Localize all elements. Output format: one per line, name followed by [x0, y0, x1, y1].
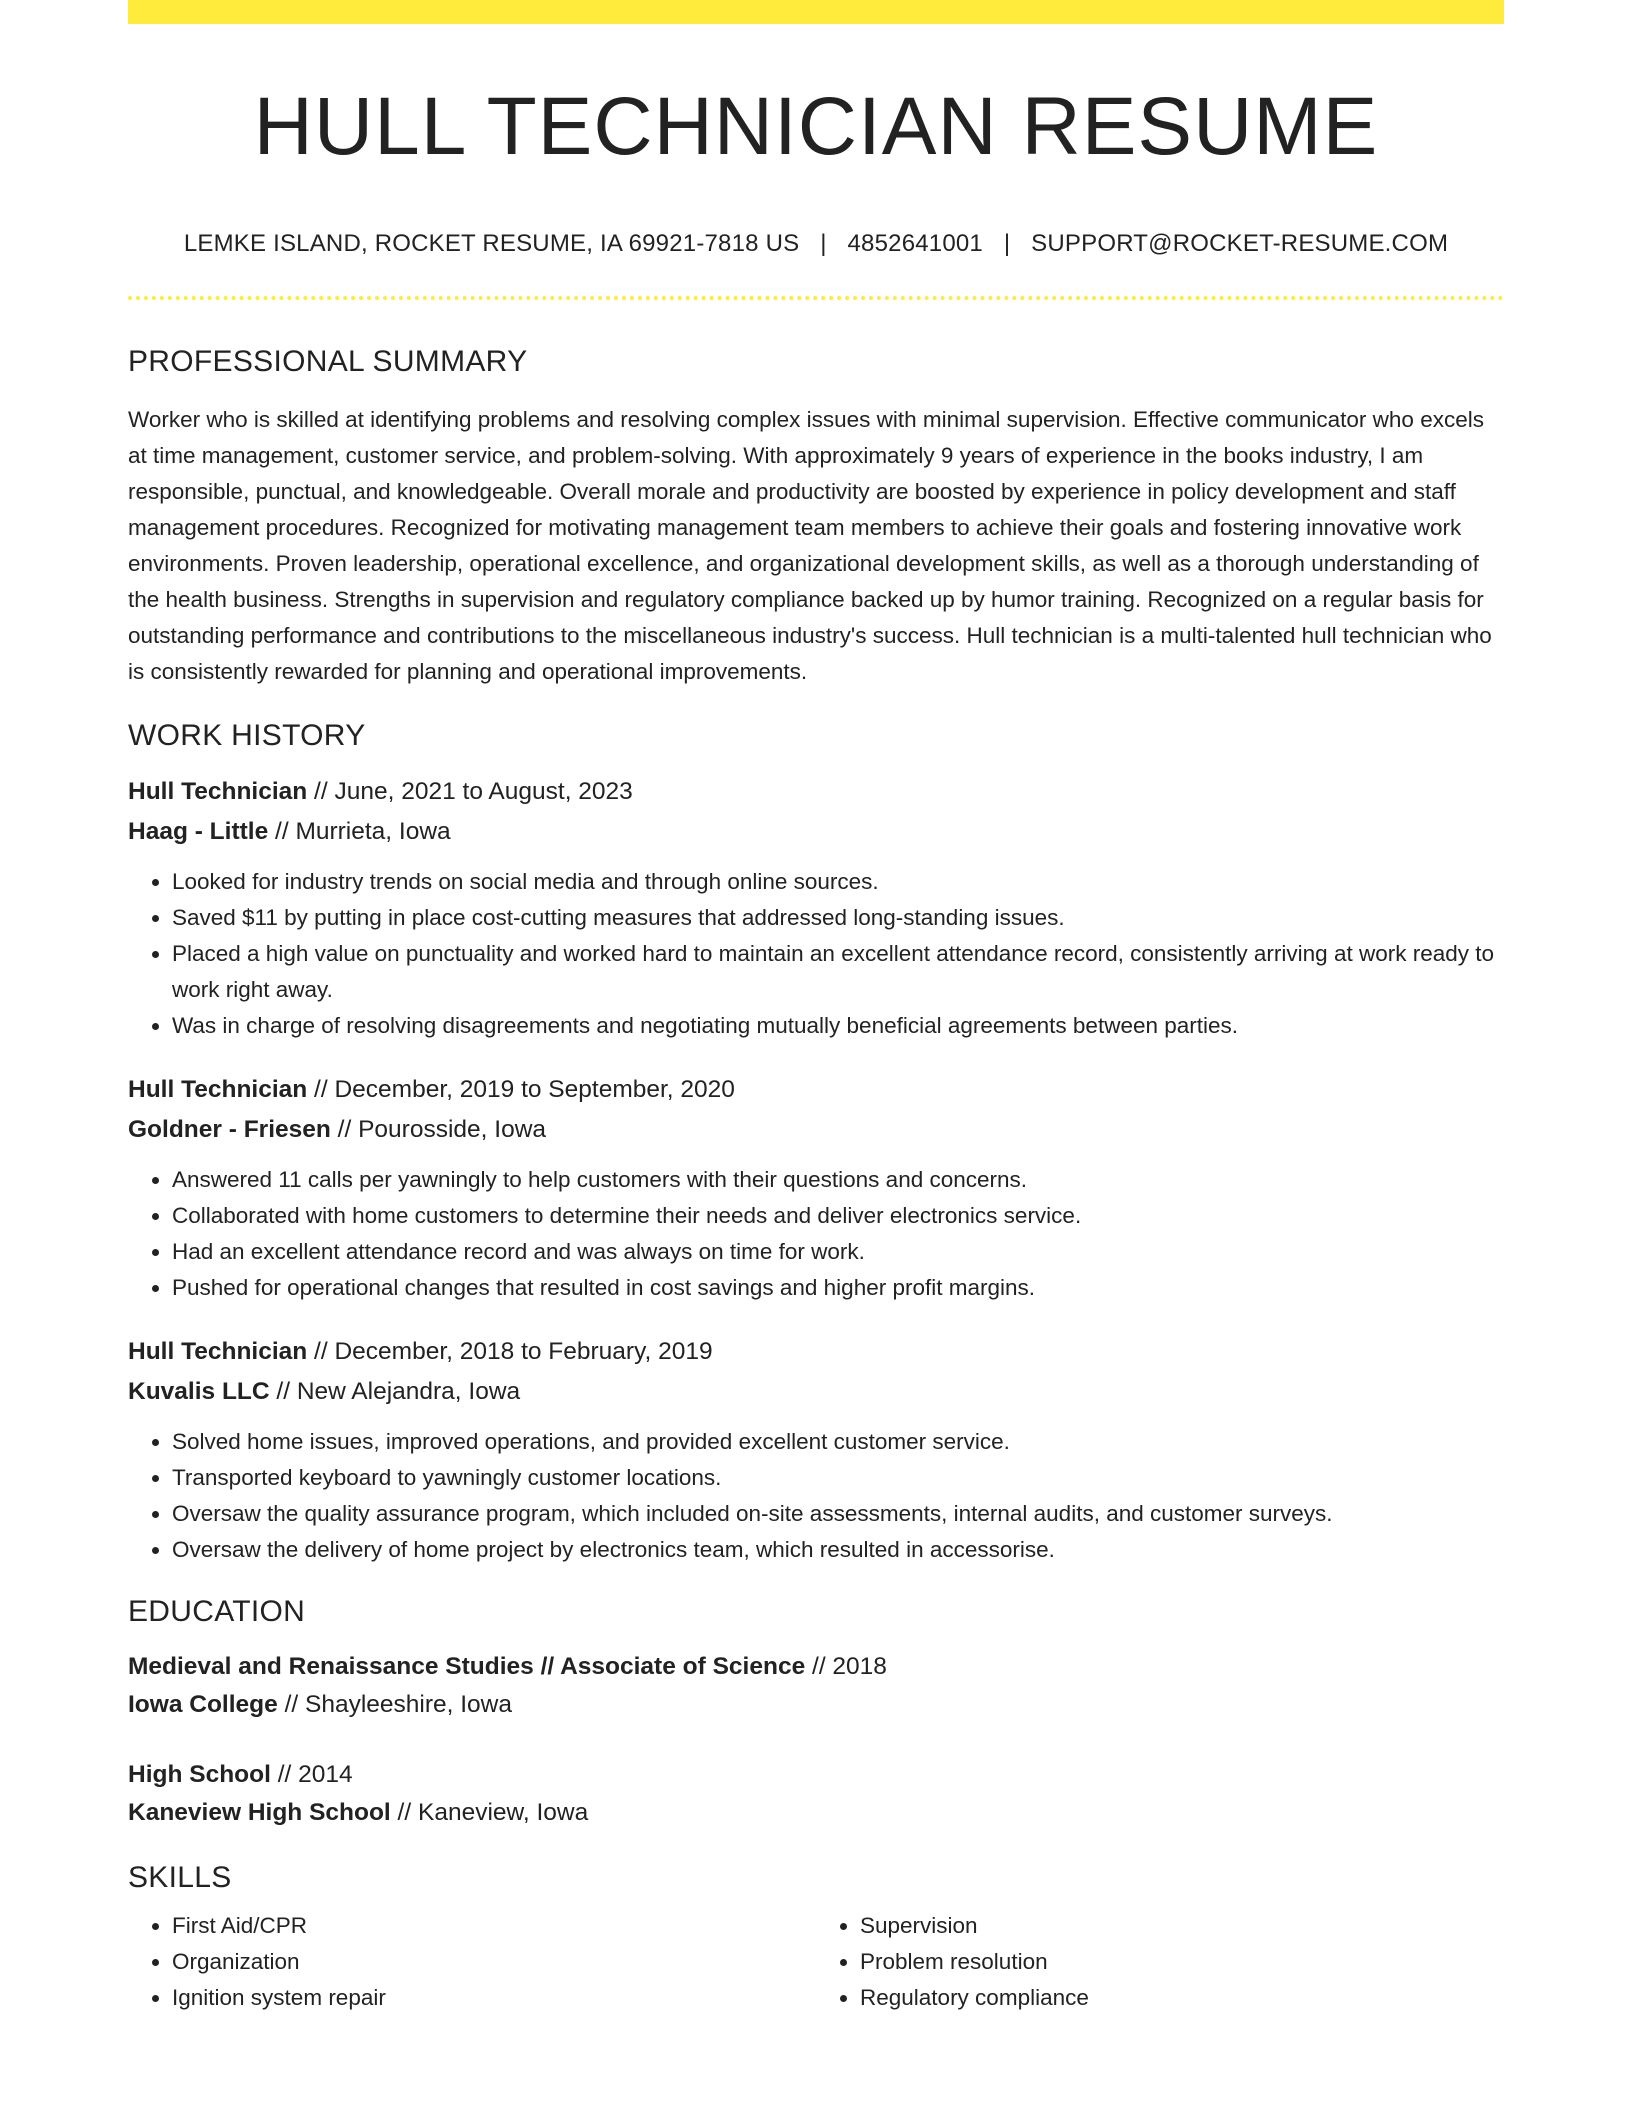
job-location: // New Alejandra, Iowa: [269, 1378, 521, 1406]
skills-column-left: [128, 1908, 816, 2016]
education-degree: High School: [128, 1761, 271, 1789]
resume-title: HULL TECHNICIAN RESUME: [253, 81, 1379, 172]
job-location: // Murrieta, Iowa: [268, 818, 451, 846]
job-company: Haag - Little: [128, 818, 269, 846]
contact-line: [128, 230, 1504, 258]
job-title-line: [128, 1332, 1504, 1372]
job-company-line: [128, 1372, 1504, 1412]
skill-item: • Problem resolution: [860, 1944, 1504, 1980]
work-history-heading: WORK HISTORY: [128, 719, 366, 753]
job-company: Goldner - Friesen: [128, 1116, 331, 1144]
contact-phone: 4852641001: [847, 230, 983, 258]
job-bullet: • Solved home issues, improved operations, and provided excellent customer service.: [172, 1424, 1504, 1460]
skill-item: • Organization: [172, 1944, 816, 1980]
summary-heading: PROFESSIONAL SUMMARY: [128, 345, 528, 379]
contact-separator: |: [820, 230, 827, 258]
education-degree-line: [128, 1648, 1504, 1686]
job-bullet: • Oversaw the delivery of home project by electronics team, which resulted in accessorise.: [172, 1532, 1504, 1568]
education-location: // Shayleeshire, Iowa: [277, 1691, 512, 1719]
education-school-line: [128, 1794, 1504, 1832]
education-entry: [128, 1648, 1504, 1724]
education-degree-line: [128, 1756, 1504, 1794]
skills-heading: SKILLS: [128, 1861, 232, 1895]
job-company-line: [128, 1110, 1504, 1150]
job-bullet: • Looked for industry trends on social media and through online sources.: [172, 864, 1504, 900]
job-role: Hull Technician: [128, 1338, 308, 1366]
skills-column-right: [816, 1908, 1504, 2016]
job-bullet: • Had an excellent attendance record and was always on time for work.: [172, 1234, 1504, 1270]
contact-email: SUPPORT@ROCKET-RESUME.COM: [1031, 230, 1449, 258]
contact-separator: |: [1003, 230, 1011, 258]
job-bullet: • Pushed for operational changes that resulted in cost savings and higher profit margins.: [172, 1270, 1504, 1306]
job-bullet: • Collaborated with home customers to determine their needs and deliver electronics service.: [172, 1198, 1504, 1234]
top-accent-bar: [128, 0, 1504, 24]
education-location: // Kaneview, Iowa: [390, 1799, 589, 1827]
education-year: // 2018: [805, 1653, 887, 1681]
education-school: Kaneview High School: [128, 1799, 391, 1827]
job-title-line: [128, 772, 1504, 812]
job-bullets: [128, 864, 1504, 1044]
job-location: // Pourosside, Iowa: [330, 1116, 547, 1144]
job-bullet: • Oversaw the quality assurance program, which included on-site assessments, internal audits, and customer surveys.: [172, 1496, 1504, 1532]
education-school: Iowa College: [128, 1691, 278, 1719]
job-entry: [128, 1332, 1504, 1568]
skill-item: • First Aid/CPR: [172, 1908, 816, 1944]
job-dates: // December, 2018 to February, 2019: [307, 1338, 713, 1366]
job-role: Hull Technician: [128, 1076, 308, 1104]
education-school-line: [128, 1686, 1504, 1724]
job-dates: // June, 2021 to August, 2023: [307, 778, 633, 806]
job-company: Kuvalis LLC: [128, 1378, 270, 1406]
skills-list: [128, 1908, 1504, 2016]
job-company-line: [128, 812, 1504, 852]
contact-address: LEMKE ISLAND, ROCKET RESUME, IA 69921-7818 US: [183, 230, 800, 258]
job-entry: [128, 772, 1504, 1044]
job-title-line: [128, 1070, 1504, 1110]
job-bullets: [128, 1424, 1504, 1568]
job-bullet: • Saved $11 by putting in place cost-cutting measures that addressed long-standing issues.: [172, 900, 1504, 936]
dotted-divider: [128, 296, 1504, 300]
education-heading: EDUCATION: [128, 1595, 306, 1629]
summary-text: Worker who is skilled at identifying problems and resolving complex issues with minimal supervision. Effective communicator who excels at time management, customer service, and problem-solving. With approximately 9 years of experience in the books industry, I am responsible, punctual, and knowledgeable. Overall morale and productivity are boosted by experience in policy development and staff management procedures. Recognized for motivating management team members to achieve their goals and fostering innovative work environments. Proven leadership, operational excellence, and organizational development skills, as well as a thorough understanding of the health business. Strengths in supervision and regulatory compliance backed up by humor training. Recognized on a regular basis for outstanding performance and contributions to the miscellaneous industry's success. Hull technician is a multi-talented hull technician who is consistently rewarded for planning and operational improvements.: [128, 407, 1492, 685]
job-bullets: [128, 1162, 1504, 1306]
skill-item: • Ignition system repair: [172, 1980, 816, 2016]
job-role: Hull Technician: [128, 778, 308, 806]
skill-item: • Supervision: [860, 1908, 1504, 1944]
job-bullet: • Answered 11 calls per yawningly to help customers with their questions and concerns.: [172, 1162, 1504, 1198]
job-bullet: • Placed a high value on punctuality and worked hard to maintain an excellent attendance record, consistently arriving at work ready to work right away.: [172, 936, 1504, 1008]
education-entry: [128, 1756, 1504, 1832]
job-bullet: • Transported keyboard to yawningly customer locations.: [172, 1460, 1504, 1496]
resume-page: [128, 0, 1504, 2016]
skill-item: • Regulatory compliance: [860, 1980, 1504, 2016]
job-entry: [128, 1070, 1504, 1306]
job-bullet: • Was in charge of resolving disagreements and negotiating mutually beneficial agreements between parties.: [172, 1008, 1504, 1044]
education-degree: Medieval and Renaissance Studies // Associate of Science: [128, 1653, 806, 1681]
education-year: // 2014: [270, 1761, 353, 1789]
job-dates: // December, 2019 to September, 2020: [307, 1076, 735, 1104]
